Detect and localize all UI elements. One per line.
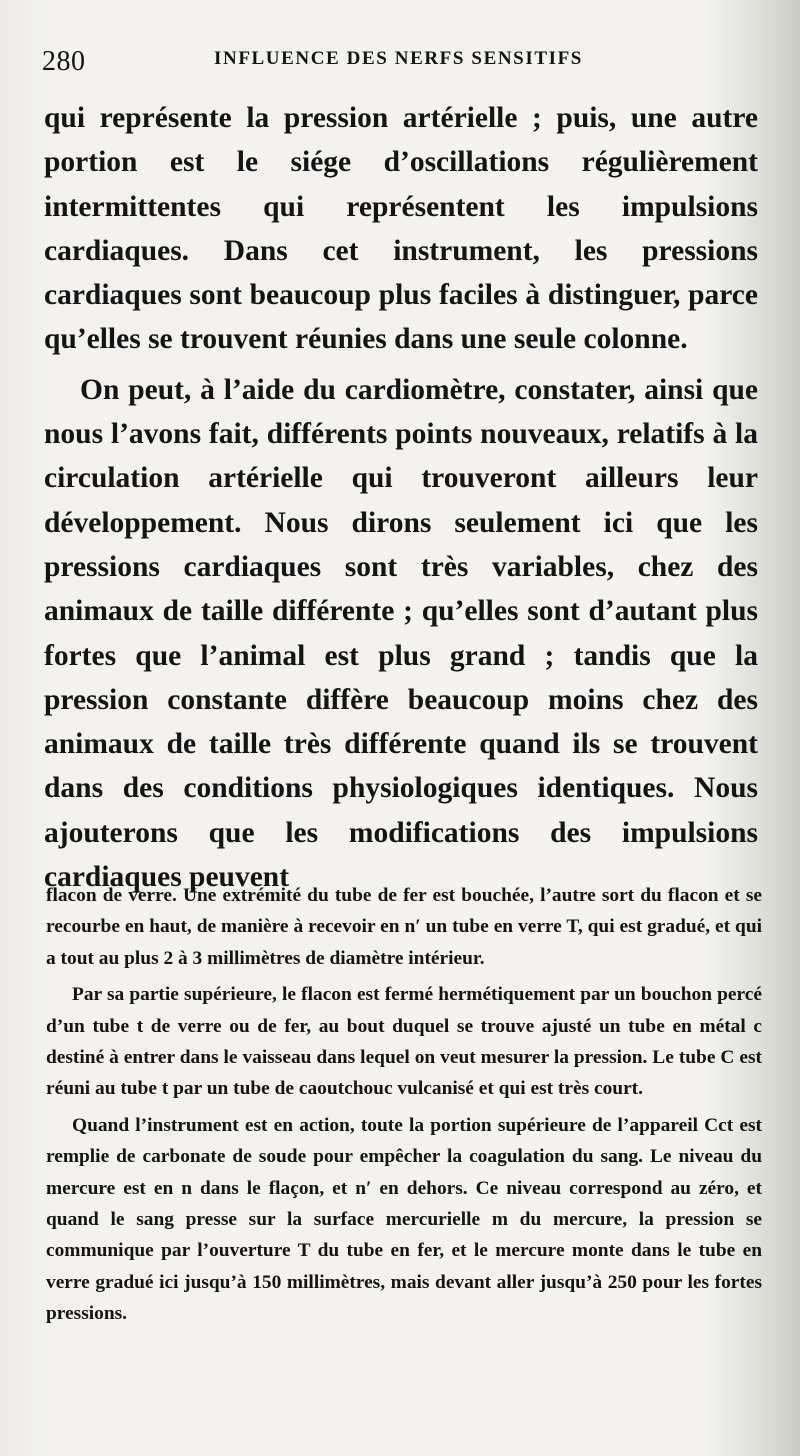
page-header: [42, 40, 742, 86]
footnote-paragraph: Quand l’instrument est en action, toute la portion supérieure de l’appareil Cct est remplie de carbonate de soude pour empêcher la coagulation du sang. Le niveau du mercure est en n dans le flaçon, et n′ en dehors. Ce niveau correspond au zéro, et quand le sang presse sur la surface mercurielle m du mercure, la pression se communique par l’ouverture T du tube en fer, et le mercure monte dans le tube en verre gradué ici jusqu’à 150 millimètres, mais devant aller jusqu’à 250 pour les fortes pressions.: [46, 1114, 762, 1325]
footnote-paragraph: Par sa partie supérieure, le flacon est fermé hermétiquement par un bouchon percé d’un tube t de verre ou de fer, au bout duquel se trouve ajusté un tube en métal c destiné à entrer dans le vaisseau dans lequel on veut mesurer la pression. Le tube C est réuni au tube t par un tube de caoutchouc vulcanisé et qui est très court.: [46, 984, 762, 1100]
main-paragraph: qui représente la pression artérielle ; puis, une autre portion est le siége d’oscillations régulièrement intermittentes qui représentent les impulsions cardiaques. Dans cet instrument, les pressions cardiaques sont beaucoup plus faciles à distinguer, parce qu’elles se trouvent réunies dans une seule colonne.: [44, 102, 758, 356]
footnote-paragraph: flacon de verre. Une extrémité du tube de fer est bouchée, l’autre sort du flacon et se recourbe en haut, de manière à recevoir en n′ un tube en verre T, qui est gradué, et qui a tout au plus 2 à 3 millimètres de diamètre intérieur.: [46, 885, 762, 969]
main-paragraph: On peut, à l’aide du cardiomètre, constater, ainsi que nous l’avons fait, différents points nouveaux, relatifs à la circulation artérielle qui trouveront ailleurs leur développement. Nous dirons seulement ici que les pressions cardiaques sont très variables, chez des animaux de taille différente ; qu’elles sont d’autant plus fortes que l’animal est plus grand ; tandis que la pression constante diffère beaucoup moins chez des animaux de taille très différente quand ils se trouvent dans des conditions physiologiques identiques. Nous ajouterons que les modifications des impulsions cardiaques peuvent: [44, 373, 758, 894]
page-number: 280: [42, 46, 86, 77]
footnote-text: [46, 880, 762, 1330]
running-head: INFLUENCE DES NERFS SENSITIFS: [214, 48, 583, 69]
main-text: [44, 96, 758, 899]
